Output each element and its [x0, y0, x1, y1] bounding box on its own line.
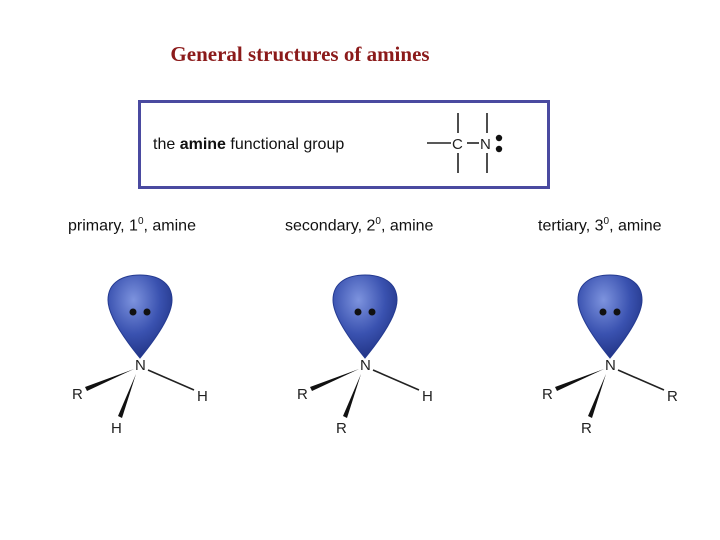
left-substituent: R: [72, 386, 83, 403]
primary-amine-label: primary, $1^0$, amine: [68, 216, 196, 235]
lone-pair-dot: [496, 146, 502, 152]
functional-group-box: [138, 100, 550, 189]
right-substituent: H: [422, 388, 433, 405]
wedge-bond-bottom: [588, 374, 606, 418]
caption-suffix: functional group: [225, 136, 345, 153]
wedge-bond-left: [85, 369, 134, 391]
right-substituent: H: [197, 388, 208, 405]
wedge-bond-left: [555, 369, 604, 391]
secondary-amine-structure: [295, 270, 445, 440]
primary-amine-structure: [70, 270, 220, 440]
bond-right: [373, 370, 419, 390]
lone-pair-orbital: [578, 275, 642, 358]
caption-bold-amine: amine: [179, 136, 226, 153]
c-n-bond-diagram: [421, 103, 541, 183]
page-title: General structures of amines: [170, 42, 430, 66]
wedge-bond-bottom: [343, 374, 361, 418]
center-atom: N: [360, 357, 371, 374]
left-substituent: R: [297, 386, 308, 403]
lone-pair-electron: [144, 309, 151, 316]
tertiary-amine-structure: [540, 270, 690, 440]
bottom-substituent: R: [581, 420, 592, 437]
bottom-substituent: R: [336, 420, 347, 437]
lone-pair-electron: [614, 309, 621, 316]
wedge-bond-bottom: [118, 374, 136, 418]
lone-pair-electron: [600, 309, 607, 316]
functional-group-caption: [153, 136, 344, 154]
bond-right: [148, 370, 194, 390]
lone-pair-electron: [130, 309, 137, 316]
lone-pair-orbital: [333, 275, 397, 358]
lone-pair-electron: [355, 309, 362, 316]
nitrogen-atom: N: [480, 136, 491, 153]
lone-pair-electron: [369, 309, 376, 316]
lone-pair-dot: [496, 135, 502, 141]
left-substituent: R: [542, 386, 553, 403]
center-atom: N: [605, 357, 616, 374]
carbon-atom: C: [452, 136, 463, 153]
right-substituent: R: [667, 388, 678, 405]
secondary-amine-label: secondary, $2^0$, amine: [285, 216, 434, 235]
tertiary-amine-label: tertiary, $3^0$, amine: [538, 216, 662, 235]
bond-right: [618, 370, 664, 390]
wedge-bond-left: [310, 369, 359, 391]
caption-prefix: the: [153, 136, 180, 153]
bottom-substituent: H: [111, 420, 122, 437]
lone-pair-orbital: [108, 275, 172, 358]
center-atom: N: [135, 357, 146, 374]
